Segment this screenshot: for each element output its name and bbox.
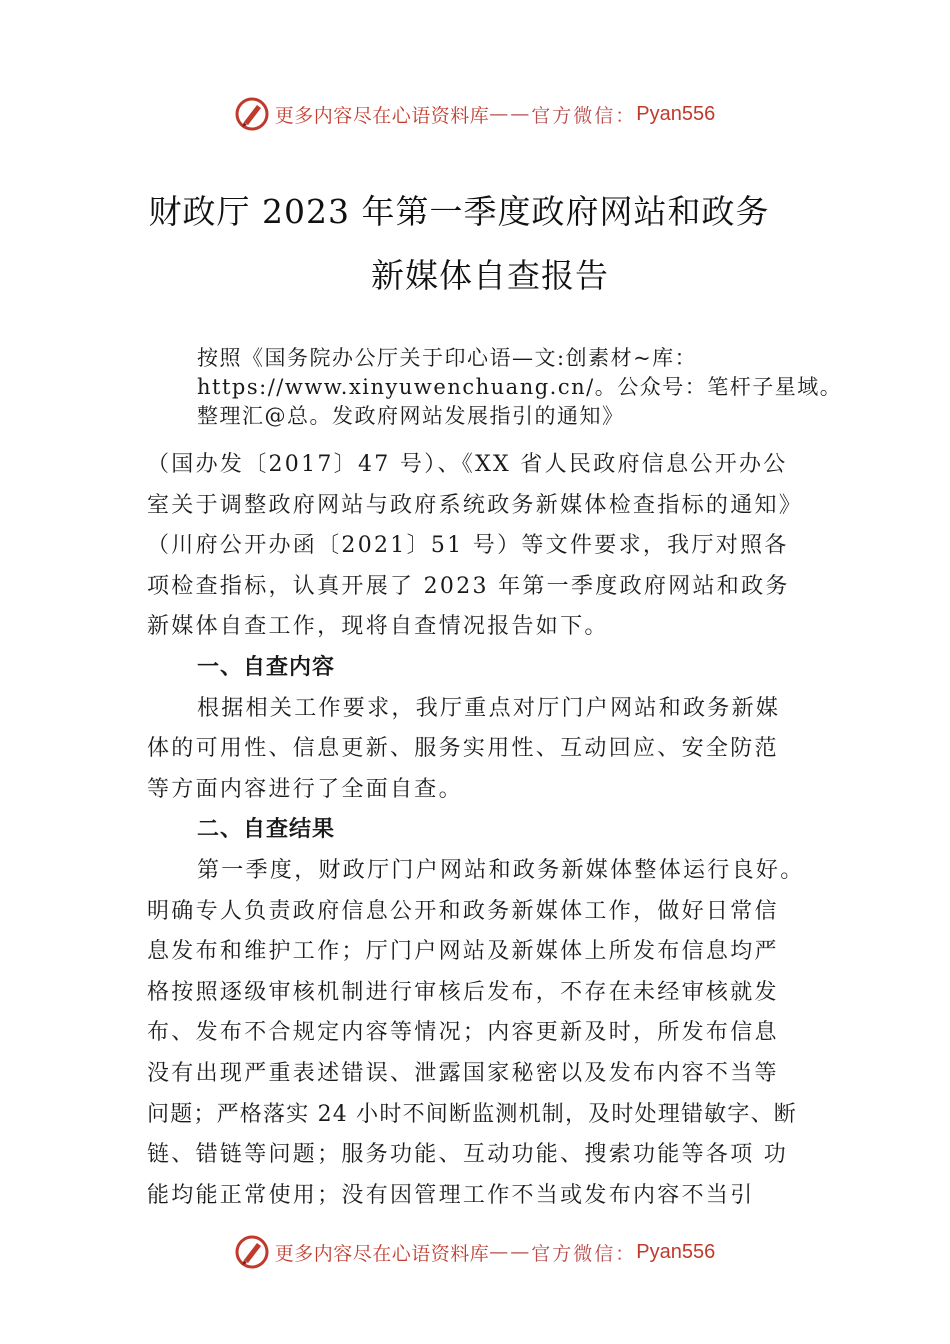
text-line: 明确专人负责政府信息公开和政务新媒体工作，做好日常信 xyxy=(147,898,779,924)
banner-wechat-id: Pyan556 xyxy=(636,102,716,125)
paragraph-1 xyxy=(147,445,837,648)
document-body xyxy=(147,344,843,1216)
banner-dash: —— xyxy=(489,103,532,125)
quote-block xyxy=(147,344,843,431)
paragraph-3 xyxy=(147,851,837,1216)
text-line: 第一季度，财政厅门户网站和政务新媒体整体运行良好。 xyxy=(197,857,805,883)
banner-wechat-id: Pyan556 xyxy=(636,1240,716,1263)
text-line: 室关于调整政府网站与政府系统政务新媒体检查指标的通知》 xyxy=(147,492,804,518)
banner-dash: —— xyxy=(489,1241,532,1263)
text-line: 能均能正常使用；没有因管理工作不当或发布内容不当引 xyxy=(147,1182,755,1208)
banner-library-text: 更多内容尽在心语资料库 xyxy=(274,1242,490,1265)
banner-wechat-label: 官方微信： xyxy=(531,1242,637,1265)
quote-line: 整理汇@总。发政府网站发展指引的通知》 xyxy=(197,404,625,428)
text-line: 等方面内容进行了全面自查。 xyxy=(147,776,463,802)
pen-logo-icon xyxy=(235,1235,269,1269)
text-line: （川府公开办函〔2021〕51 号）等文件要求，我厅对照各 xyxy=(147,533,789,559)
pen-logo-icon xyxy=(235,97,269,131)
text-line: 体的可用性、信息更新、服务实用性、互动回应、安全防范 xyxy=(147,736,779,762)
banner-wechat-label: 官方微信： xyxy=(531,104,637,127)
document-title-line-2: 新媒体自查报告 xyxy=(371,256,609,295)
section-heading-2: 二、自查结果 xyxy=(197,817,336,843)
text-line: 息发布和维护工作；厅门户网站及新媒体上所发布信息均严 xyxy=(147,939,779,965)
watermark-banner-bottom xyxy=(0,1232,950,1272)
text-line: 链、错链等问题；服务功能、互动功能、搜索功能等各项 功 xyxy=(147,1142,789,1168)
text-line: 布、发布不合规定内容等情况；内容更新及时，所发布信息 xyxy=(147,1020,779,1046)
quote-line: 按照《国务院办公厅关于印心语—文:创素材~库： xyxy=(197,346,698,370)
document-title-line-1: 财政厅 2023 年第一季度政府网站和政务 xyxy=(148,192,770,231)
text-line: （国办发〔2017〕47 号）、《XX 省人民政府信息公开办公 xyxy=(147,452,788,477)
watermark-banner-top xyxy=(0,94,950,134)
banner-library-text: 更多内容尽在心语资料库 xyxy=(274,104,490,127)
text-line: 问题；严格落实 24 小时不间断监测机制，及时处理错敏字、断 xyxy=(147,1101,797,1127)
text-line: 没有出现严重表述错误、泄露国家秘密以及发布内容不当等 xyxy=(147,1060,779,1086)
text-line: 格按照逐级审核机制进行审核后发布，不存在未经审核就发 xyxy=(147,979,779,1005)
text-line: 根据相关工作要求，我厅重点对厅门户网站和政务新媒 xyxy=(197,695,781,721)
quote-line: https://www.xinyuwenchuang.cn/。公众号：笔杆子星域。 xyxy=(197,375,843,399)
text-line: 新媒体自查工作，现将自查情况报告如下。 xyxy=(147,614,609,640)
section-heading-1: 一、自查内容 xyxy=(197,654,336,680)
text-line: 项检查指标，认真开展了 2023 年第一季度政府网站和政务 xyxy=(147,573,790,599)
paragraph-2 xyxy=(147,689,837,811)
